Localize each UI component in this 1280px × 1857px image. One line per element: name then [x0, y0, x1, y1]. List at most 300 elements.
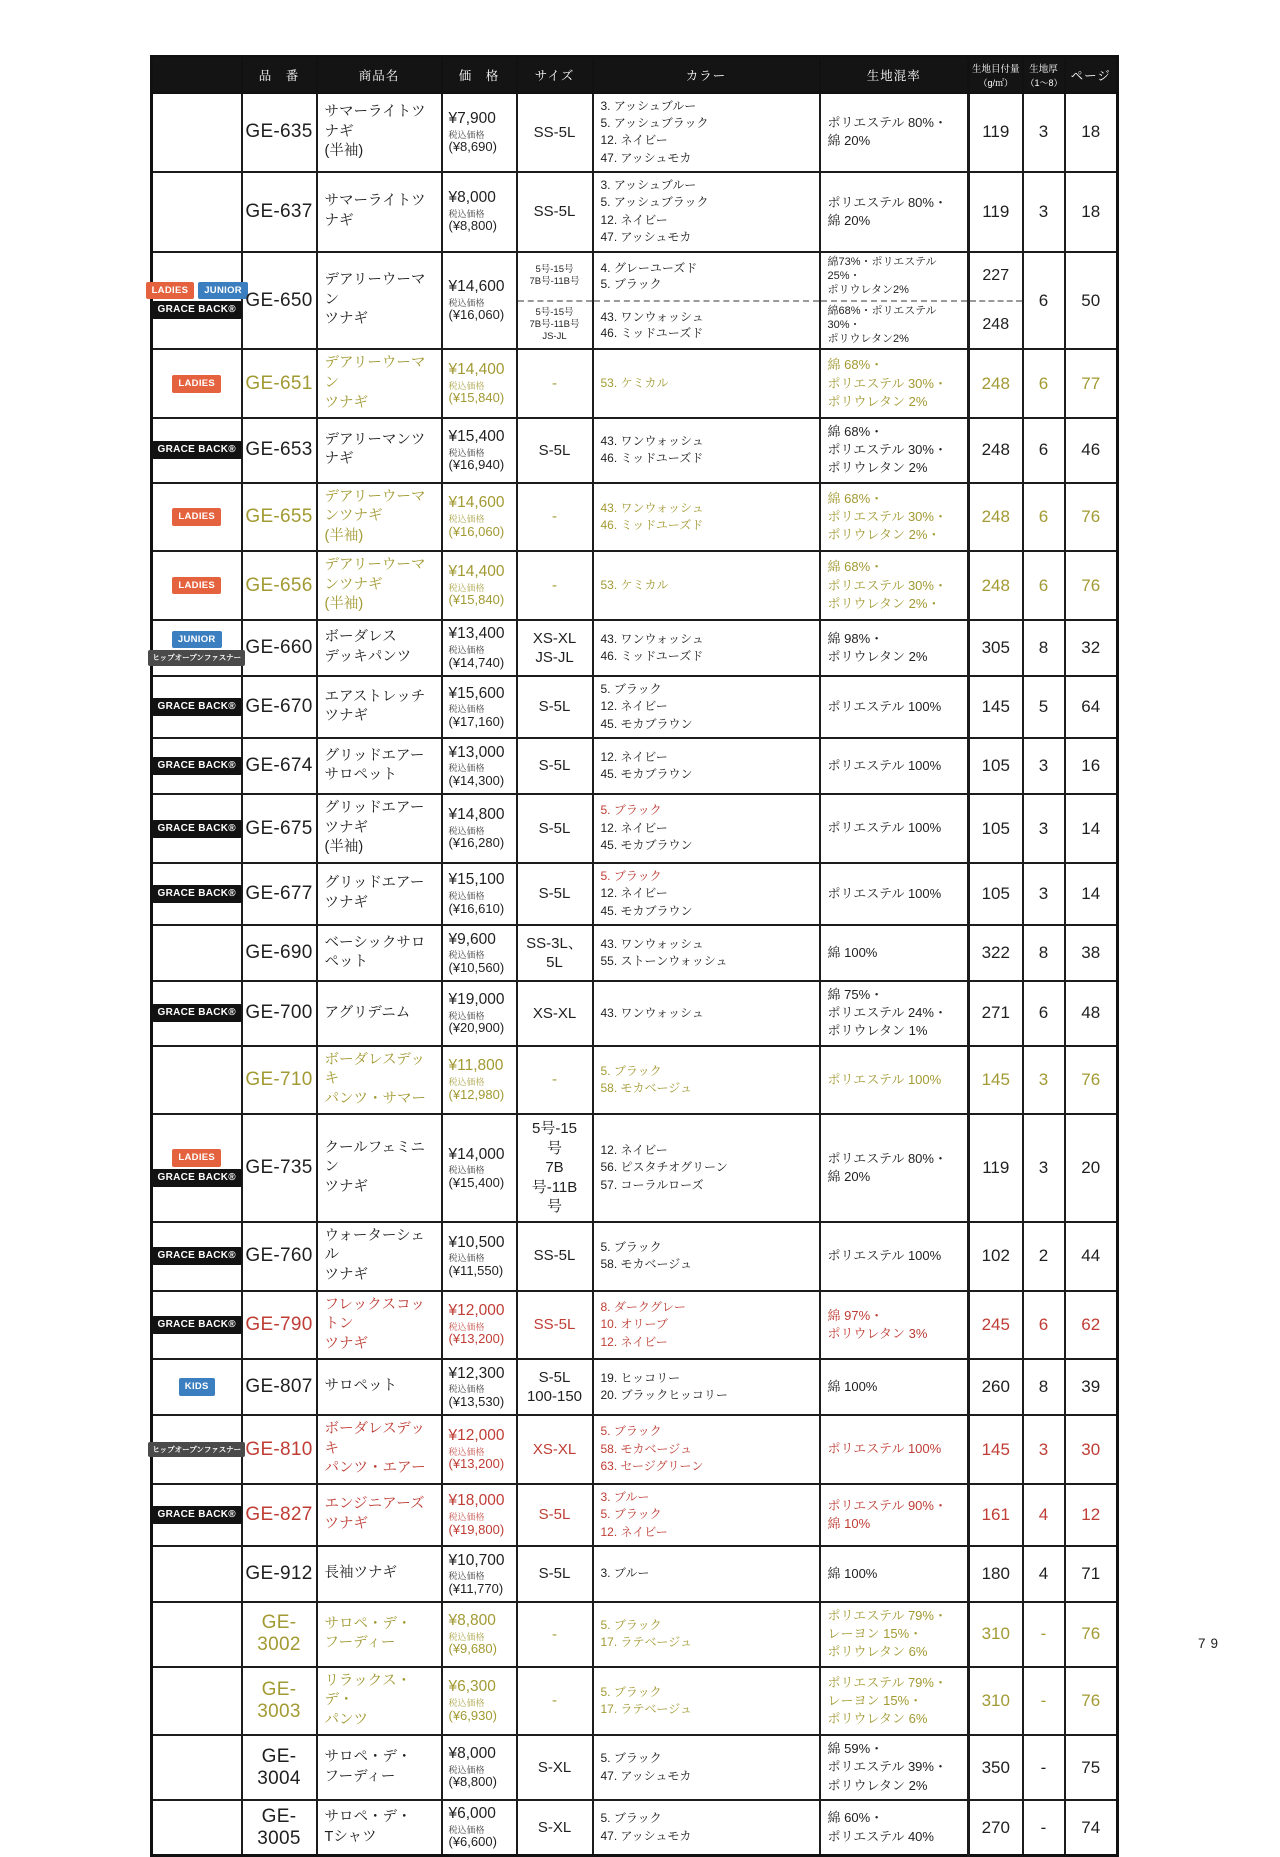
grace-badge: GRACE BACK® — [152, 1004, 242, 1022]
thickness-cell: - — [1023, 1602, 1065, 1667]
color-option: 58. モカベージュ — [600, 1441, 693, 1456]
table-row — [152, 1602, 1118, 1667]
weight-cell: 105 — [969, 738, 1023, 794]
size-cell — [517, 676, 593, 738]
thickness-cell: 3 — [1023, 172, 1065, 252]
grace-badge: GRACE BACK® — [152, 1247, 242, 1265]
fabric-line: 綿 10% — [827, 1515, 871, 1531]
tax-included-label: 税込価格 — [448, 825, 485, 836]
price-value: ¥8,800 — [448, 1611, 496, 1629]
tax-included-label: 税込価格 — [448, 950, 485, 961]
tax-included-price: (¥14,300) — [448, 772, 505, 788]
price-value: ¥18,000 — [448, 1492, 505, 1510]
table-row — [152, 1291, 1118, 1360]
badges-cell — [152, 794, 242, 863]
badges-cell — [152, 863, 242, 925]
ladies-badge: LADIES — [172, 1149, 221, 1167]
header-row — [152, 57, 1118, 93]
product-name-line: フーディー — [324, 1768, 396, 1785]
table-row — [152, 1046, 1118, 1115]
product-name-cell — [317, 252, 442, 350]
tax-included-label: 税込価格 — [448, 381, 485, 392]
size-line: XS-XL — [532, 1004, 577, 1022]
weight-cell: 145 — [969, 676, 1023, 738]
price-cell — [442, 620, 517, 676]
page-cell: 76 — [1065, 483, 1118, 552]
weight-cell: 248 — [969, 483, 1023, 552]
product-name-cell — [317, 794, 442, 863]
price-value: ¥9,600 — [448, 930, 496, 948]
fabric-line: ポリエステル 30%・ — [827, 577, 947, 593]
product-name-line: クールフェミニン — [324, 1139, 425, 1176]
tax-included-label: 税込価格 — [448, 1253, 485, 1264]
product-code-cell: GE-651 — [242, 349, 317, 418]
colors-cell — [593, 1359, 820, 1415]
weight-cell: 180 — [969, 1546, 1023, 1602]
colors-cell — [593, 620, 820, 676]
colors-cell-split — [594, 253, 819, 349]
weight-cell-bottom: 248 — [970, 300, 1022, 349]
fabric-cell — [820, 981, 969, 1046]
spec-table — [150, 55, 1119, 1857]
product-name-line: (半袖) — [324, 527, 364, 544]
fabric-cell — [820, 738, 969, 794]
fabric-cell-line: 綿73%・ポリエステル25%・ — [827, 255, 937, 282]
page-cell: 76 — [1065, 551, 1118, 620]
fabric-cell — [820, 1222, 969, 1291]
price-cell — [442, 1546, 517, 1602]
price-cell — [442, 1602, 517, 1667]
tax-included-price: (¥6,600) — [448, 1834, 497, 1850]
fabric-line: ポリエステル 100% — [827, 820, 942, 836]
tax-included-label: 税込価格 — [448, 1010, 485, 1021]
product-name-line: サマーライトツナギ — [324, 193, 426, 229]
size-cell — [517, 349, 593, 418]
colors-cell — [593, 252, 820, 350]
size-cell — [517, 1359, 593, 1415]
price-cell — [442, 1484, 517, 1546]
fabric-cell — [820, 349, 969, 418]
product-name-line: サロペット — [324, 1378, 397, 1395]
price-value: ¥12,300 — [448, 1364, 505, 1382]
price-cell — [442, 1291, 517, 1360]
product-name-line: デアリーウーマンツナギ — [324, 488, 426, 525]
color-option: 5. ブラック — [600, 1063, 662, 1078]
price-value: ¥14,000 — [448, 1145, 505, 1163]
weight-cell — [969, 252, 1023, 350]
price-cell — [442, 925, 517, 981]
price-value: ¥8,000 — [448, 189, 496, 207]
thickness-cell: 3 — [1023, 1114, 1065, 1222]
grace-badge: GRACE BACK® — [152, 1169, 242, 1187]
tax-included-price: (¥8,800) — [448, 218, 497, 234]
fabric-cell — [820, 1602, 969, 1667]
colors-cell — [593, 1546, 820, 1602]
tax-included-label: 税込価格 — [448, 1165, 485, 1176]
price-value: ¥10,700 — [448, 1551, 505, 1569]
product-name-line: ベーシックサロペット — [324, 934, 426, 971]
price-cell — [442, 1046, 517, 1115]
size-cell — [517, 1602, 593, 1667]
colors-cell — [593, 863, 820, 925]
tax-included-price: (¥6,930) — [448, 1707, 497, 1723]
grace-badge: GRACE BACK® — [152, 757, 242, 775]
page-cell: 12 — [1065, 1484, 1118, 1546]
size-line: - — [552, 508, 557, 526]
fabric-cell — [820, 252, 969, 350]
badge-line — [157, 698, 237, 716]
weight-cell: 248 — [969, 551, 1023, 620]
column-header-1: 品 番 — [242, 57, 317, 93]
product-name-line: デッキパンツ — [324, 649, 412, 666]
badge-line — [152, 650, 242, 666]
table-row — [152, 863, 1118, 925]
size-line: SS-3L、5L — [526, 934, 583, 972]
product-name-cell — [317, 1667, 442, 1736]
product-name-cell — [317, 1735, 442, 1800]
badge-line — [157, 1316, 237, 1334]
color-option: 3. アッシュブルー — [600, 178, 697, 193]
table-row — [152, 1359, 1118, 1415]
size-line: - — [552, 375, 557, 392]
tax-included-price: (¥16,060) — [448, 523, 505, 539]
page-cell: 76 — [1065, 1046, 1118, 1115]
product-name-line: リラックス・デ・ — [324, 1672, 412, 1709]
tax-included-price: (¥13,200) — [448, 1456, 505, 1472]
tax-included-label: 税込価格 — [448, 1631, 485, 1642]
size-cell-line: 5号-15号 — [535, 307, 574, 319]
price-cell — [442, 981, 517, 1046]
fabric-cell-line: ポリウレタン2% — [827, 333, 909, 346]
color-option: 3. アッシュブルー — [600, 98, 697, 113]
product-name-cell — [317, 483, 442, 552]
color-option: 47. アッシュモカ — [600, 1828, 692, 1843]
column-header-4: サイズ — [517, 57, 593, 93]
product-code-cell: GE-700 — [242, 981, 317, 1046]
color-option: 12. ネイビー — [600, 886, 668, 901]
product-name-line: ツナギ — [324, 1335, 368, 1352]
product-catalog-table — [150, 55, 1119, 1857]
page-cell: 39 — [1065, 1359, 1118, 1415]
size-cell — [517, 1222, 593, 1291]
badges-cell — [152, 981, 242, 1046]
badges-cell — [152, 1222, 242, 1291]
weight-cell: 260 — [969, 1359, 1023, 1415]
tax-included-price: (¥11,770) — [448, 1580, 504, 1596]
weight-cell: 248 — [969, 418, 1023, 483]
price-value: ¥19,000 — [448, 990, 505, 1008]
price-cell — [442, 252, 517, 350]
fabric-line: 綿 68%・ — [827, 490, 884, 506]
page-cell: 20 — [1065, 1114, 1118, 1222]
colors-cell — [593, 925, 820, 981]
weight-cell: 270 — [969, 1800, 1023, 1856]
size-line: SS-5L — [533, 123, 576, 141]
price-cell — [442, 349, 517, 418]
size-line: 5号-15号 — [531, 1120, 578, 1157]
size-line: - — [552, 576, 557, 594]
column-header-9: ページ — [1065, 57, 1118, 93]
product-name-line: ボーダレスデッキ — [324, 1421, 425, 1457]
weight-cell: 119 — [969, 1114, 1023, 1222]
table-row — [152, 483, 1118, 552]
tax-included-label: 税込価格 — [448, 514, 485, 525]
weight-cell: 145 — [969, 1046, 1023, 1115]
size-cell — [517, 1291, 593, 1360]
tax-included-price: (¥11,550) — [448, 1262, 504, 1278]
size-cell — [517, 1484, 593, 1546]
badge-line — [157, 301, 237, 319]
product-code-cell: GE-3004 — [242, 1735, 317, 1800]
color-option: 53. ケミカル — [600, 376, 669, 391]
table-row — [152, 1415, 1118, 1484]
table-row — [152, 794, 1118, 863]
page-cell: 18 — [1065, 93, 1118, 173]
color-option: 12. ネイビー — [600, 1524, 668, 1539]
size-cell — [517, 172, 593, 252]
tax-included-price: (¥8,800) — [448, 1774, 497, 1790]
ladies-badge: LADIES — [172, 375, 221, 393]
badges-cell — [152, 1046, 242, 1115]
size-line: S-XL — [537, 1818, 572, 1836]
size-cell — [517, 551, 593, 620]
product-name-line: アグリデニム — [324, 1004, 411, 1021]
weight-cell: 310 — [969, 1602, 1023, 1667]
badges-cell — [152, 1415, 242, 1484]
product-code-cell: GE-650 — [242, 252, 317, 350]
tax-included-label: 税込価格 — [448, 1384, 485, 1395]
column-header-6: 生地混率 — [820, 57, 969, 93]
product-code-cell: GE-637 — [242, 172, 317, 252]
product-name-line: ボーダレスデッキ — [324, 1051, 425, 1088]
thickness-cell: 3 — [1023, 794, 1065, 863]
size-line: S-5L — [538, 698, 571, 716]
fabric-line: ポリウレタン 2% — [827, 649, 928, 665]
table-row — [152, 349, 1118, 418]
color-option: 3. ブルー — [600, 1566, 650, 1581]
color-option: 5. ブラック — [600, 1507, 662, 1522]
product-name-line: サロペ・デ・ — [324, 1749, 412, 1766]
color-option: 5. ブラック — [600, 803, 662, 818]
size-line: S-5L — [538, 441, 571, 459]
fabric-line: ポリエステル 39%・ — [827, 1759, 947, 1775]
badge-line — [152, 1442, 242, 1458]
color-option: 43. ワンウォッシュ — [600, 1005, 704, 1020]
colors-cell — [593, 93, 820, 173]
thickness-cell: 6 — [1023, 252, 1065, 350]
product-name-line: サロペット — [324, 767, 397, 784]
badge-line — [157, 577, 237, 595]
price-value: ¥12,000 — [448, 1426, 505, 1444]
colors-cell-line: 5. ブラック — [600, 277, 662, 292]
table-row — [152, 620, 1118, 676]
fabric-cell — [820, 1735, 969, 1800]
fabric-line: ポリエステル 100% — [827, 758, 942, 774]
badges-cell — [152, 1800, 242, 1856]
colors-cell-line: 46. ミッドユーズド — [600, 325, 704, 340]
fabric-line: ポリウレタン 2% — [827, 393, 928, 409]
fabric-cell — [820, 1046, 969, 1115]
badges-cell — [152, 1359, 242, 1415]
color-option: 5. アッシュブラック — [600, 115, 709, 130]
table-row — [152, 1114, 1118, 1222]
thickness-cell: 6 — [1023, 981, 1065, 1046]
badges-cell — [152, 1735, 242, 1800]
product-name-cell — [317, 1114, 442, 1222]
size-cell-line: JS-JL — [542, 330, 567, 342]
product-name-cell — [317, 863, 442, 925]
product-name-cell — [317, 1359, 442, 1415]
product-name-line: ツナギ — [324, 1266, 368, 1283]
product-code-cell: GE-735 — [242, 1114, 317, 1222]
price-cell — [442, 1222, 517, 1291]
fabric-line: 綿 68%・ — [827, 424, 884, 440]
tax-included-price: (¥10,560) — [448, 959, 505, 975]
product-name-line: エアストレッチ — [324, 688, 426, 705]
fabric-cell-top — [821, 253, 968, 300]
tax-included-label: 税込価格 — [448, 1322, 485, 1333]
color-option: 10. オリーブ — [600, 1317, 668, 1332]
size-cell — [517, 738, 593, 794]
table-row — [152, 738, 1118, 794]
fabric-line: ポリエステル 100% — [827, 1248, 942, 1264]
product-name-cell — [317, 676, 442, 738]
fabric-cell — [820, 1359, 969, 1415]
tax-included-label: 税込価格 — [448, 447, 485, 458]
weight-cell: 119 — [969, 172, 1023, 252]
tax-included-label: 税込価格 — [448, 891, 485, 902]
fabric-cell — [820, 483, 969, 552]
badge-line — [157, 631, 237, 649]
fabric-cell-line: ポリウレタン2% — [827, 284, 909, 297]
colors-cell — [593, 1114, 820, 1222]
color-option: 12. ネイビー — [600, 820, 668, 835]
thickness-cell: 2 — [1023, 1222, 1065, 1291]
product-code-cell: GE-790 — [242, 1291, 317, 1360]
thickness-cell: 3 — [1023, 93, 1065, 173]
tax-included-price: (¥16,940) — [448, 456, 505, 472]
grace-badge: GRACE BACK® — [152, 301, 242, 319]
colors-cell — [593, 1291, 820, 1360]
size-cell — [517, 1800, 593, 1856]
color-option: 53. ケミカル — [600, 577, 669, 592]
size-cell-line: 7B号-11B号 — [529, 319, 580, 331]
thickness-cell: - — [1023, 1800, 1065, 1856]
product-name-line: 長袖ツナギ — [324, 1565, 397, 1582]
page-cell: 18 — [1065, 172, 1118, 252]
product-name-line: パンツ — [324, 1711, 368, 1728]
color-option: 58. モカベージュ — [600, 1080, 693, 1095]
badges-cell — [152, 620, 242, 676]
junior-badge: JUNIOR — [198, 282, 248, 300]
price-cell — [442, 1114, 517, 1222]
color-option: 46. ミッドユーズド — [600, 518, 704, 532]
product-name-cell — [317, 349, 442, 418]
size-cell — [517, 1415, 593, 1484]
badges-cell — [152, 418, 242, 483]
product-name-line: Tシャツ — [324, 1828, 377, 1845]
fabric-line: ポリエステル 40% — [827, 1828, 934, 1844]
size-line: S-XL — [537, 1758, 572, 1776]
weight-cell-split — [970, 253, 1022, 349]
badge-line — [157, 1169, 237, 1187]
page-cell: 46 — [1065, 418, 1118, 483]
colors-cell — [593, 1415, 820, 1484]
price-value: ¥15,600 — [448, 684, 505, 702]
fabric-line: 綿 100% — [827, 944, 878, 960]
product-name-line: サロペ・デ・ — [324, 1615, 412, 1632]
weight-cell: 271 — [969, 981, 1023, 1046]
price-value: ¥12,000 — [448, 1302, 505, 1320]
hip-badge: ヒップオープンファスナー — [148, 650, 245, 666]
color-option: 43. ワンウォッシュ — [600, 631, 704, 646]
product-code-cell: GE-912 — [242, 1546, 317, 1602]
product-name-line: ツナギ — [324, 394, 368, 411]
color-option: 5. ブラック — [600, 1239, 662, 1254]
tax-included-price: (¥16,610) — [448, 900, 505, 916]
colors-cell — [593, 1800, 820, 1856]
tax-included-price: (¥15,400) — [448, 1174, 505, 1190]
weight-cell: 248 — [969, 349, 1023, 418]
color-option: 5. ブラック — [600, 1684, 662, 1699]
fabric-line: レーヨン 15%・ — [827, 1692, 923, 1708]
colors-cell-line: 43. ワンウォッシュ — [600, 309, 704, 324]
size-line: S-5L — [538, 819, 571, 837]
table-row — [152, 252, 1118, 350]
page-cell: 77 — [1065, 349, 1118, 418]
size-cell — [517, 1735, 593, 1800]
fabric-line: 綿 100% — [827, 1379, 878, 1395]
price-cell — [442, 172, 517, 252]
fabric-cell — [820, 863, 969, 925]
size-line: XS-XL — [532, 629, 577, 647]
size-line: XS-XL — [532, 1440, 577, 1458]
tax-included-price: (¥13,530) — [448, 1393, 505, 1409]
size-cell-line: 5号-15号 — [535, 264, 574, 276]
price-value: ¥15,100 — [448, 871, 505, 889]
product-name-cell — [317, 1800, 442, 1856]
column-header-unit: （1〜8） — [1025, 77, 1063, 88]
tax-included-label: 税込価格 — [448, 1571, 485, 1582]
page-cell: 48 — [1065, 981, 1118, 1046]
price-value: ¥6,300 — [448, 1678, 496, 1696]
badges-cell — [152, 172, 242, 252]
color-option: 43. ワンウォッシュ — [600, 936, 704, 951]
colors-cell — [593, 551, 820, 620]
table-row — [152, 1800, 1118, 1856]
column-header-label: 生地目付量 — [972, 63, 1020, 75]
fabric-cell — [820, 794, 969, 863]
size-line: S-5L — [538, 1368, 571, 1386]
price-value: ¥14,800 — [448, 806, 505, 823]
tax-included-label: 税込価格 — [448, 1698, 485, 1709]
size-cell — [517, 794, 593, 863]
badges-cell — [152, 483, 242, 552]
price-value: ¥15,400 — [448, 427, 505, 445]
tax-included-label: 税込価格 — [448, 297, 485, 308]
table-row — [152, 676, 1118, 738]
table-row — [152, 93, 1118, 173]
colors-cell — [593, 418, 820, 483]
badges-cell — [152, 551, 242, 620]
fabric-line: ポリエステル 30%・ — [827, 375, 947, 391]
badges-cell — [152, 252, 242, 350]
price-cell — [442, 93, 517, 173]
fabric-cell — [820, 620, 969, 676]
size-cell-line: 7B号-11B号 — [529, 276, 580, 288]
tax-included-label: 税込価格 — [448, 763, 485, 774]
color-option: 55. ストーンウォッシュ — [600, 954, 728, 969]
